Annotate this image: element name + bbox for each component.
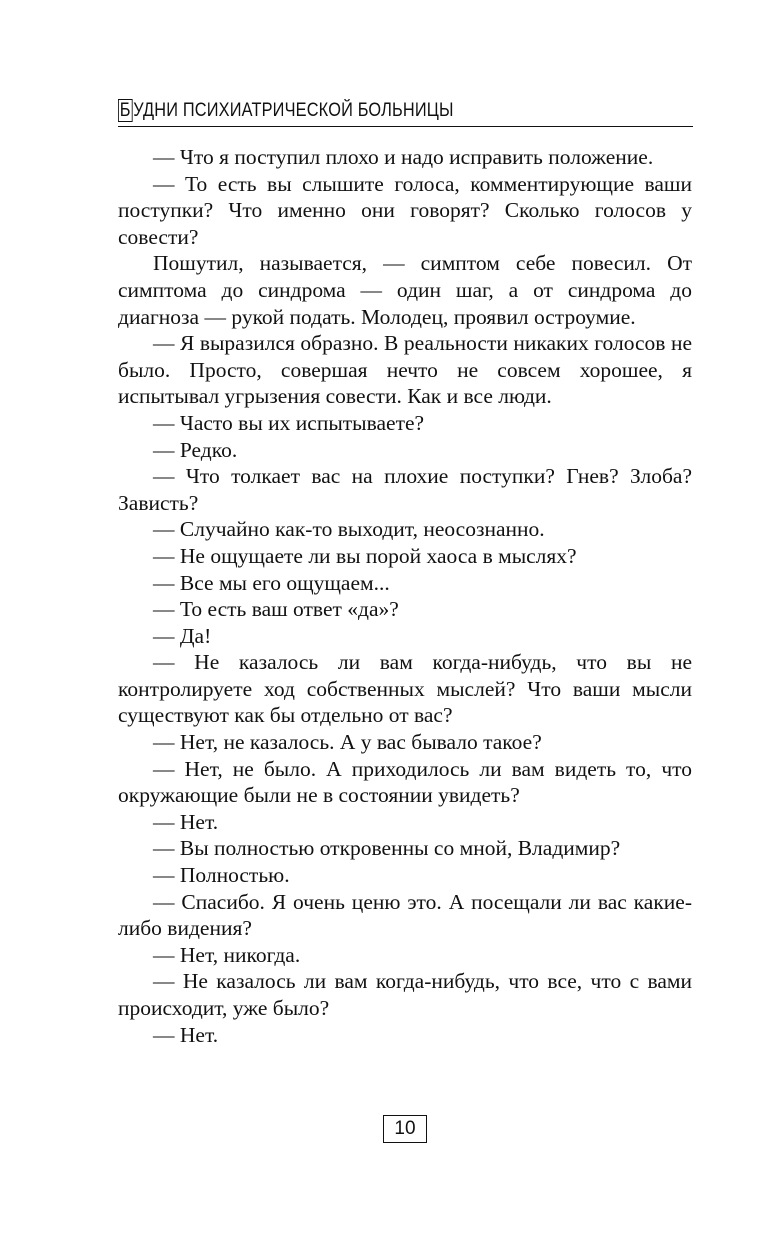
paragraph: — Часто вы их испытываете? bbox=[153, 410, 425, 435]
paragraph: — Не ощущаете ли вы порой хаоса в мыслях? bbox=[153, 543, 577, 568]
running-header-title bbox=[118, 98, 454, 124]
paragraph: — Нет. bbox=[153, 1022, 219, 1047]
paragraph: — Редко. bbox=[153, 437, 238, 462]
paragraph: — Я выразился образно. В реальности никаких голосов не было. Просто, совершая нечто не совсем хорошее, я испытывал угрызения совести. Как и все люди. bbox=[118, 331, 692, 409]
paragraph: — Нет, не было. А приходилось ли вам видеть то, что окружающие были не в состоянии увидеть? bbox=[118, 756, 692, 808]
paragraph: Пошутил, называется, — симптом себе повесил. От симптома до синдрома — один шаг, а от синдрома до диагноза — рукой подать. Молодец, проявил остроумие. bbox=[118, 251, 692, 329]
paragraph: — То есть вы слышите голоса, комментирующие ваши поступки? Что именно они говорят? Сколько голосов у совести? bbox=[118, 171, 692, 249]
paragraph: — Не казалось ли вам когда-нибудь, что вы не контролируете ход собственных мыслей? Что ваши мысли существуют как бы отдельно от вас? bbox=[118, 650, 692, 728]
paragraph: — Спасибо. Я очень ценю это. А посещали ли вас какие-либо видения? bbox=[118, 889, 692, 941]
paragraph: — Полностью. bbox=[153, 863, 290, 888]
page-number: 10 bbox=[383, 1115, 427, 1143]
paragraph: — Нет, не казалось. А у вас бывало такое? bbox=[153, 730, 542, 755]
paragraph: — Что я поступил плохо и надо исправить положение. bbox=[153, 145, 654, 169]
running-header bbox=[118, 98, 693, 127]
paragraph: — Вы полностью откровенны со мной, Владимир? bbox=[153, 836, 621, 861]
page-body bbox=[118, 144, 692, 1048]
paragraph: — Что толкает вас на плохие поступки? Гнев? Злоба? Зависть? bbox=[118, 464, 692, 515]
paragraph: — Нет, никогда. bbox=[153, 942, 301, 967]
paragraph: — Случайно как-то выходит, неосознанно. bbox=[153, 517, 545, 542]
paragraph: — То есть ваш ответ «да»? bbox=[153, 597, 399, 622]
header-title-text: УДНИ ПСИХИАТРИЧЕСКОЙ БОЛЬНИЦЫ bbox=[133, 100, 454, 121]
paragraph: — Нет. bbox=[153, 809, 219, 834]
paragraph: — Да! bbox=[153, 623, 212, 648]
paragraph: — Не казалось ли вам когда-нибудь, что все, что с вами происходит, уже было? bbox=[118, 969, 692, 1020]
header-initial-box: Б bbox=[119, 100, 131, 121]
paragraph: — Все мы его ощущаем... bbox=[153, 570, 390, 595]
